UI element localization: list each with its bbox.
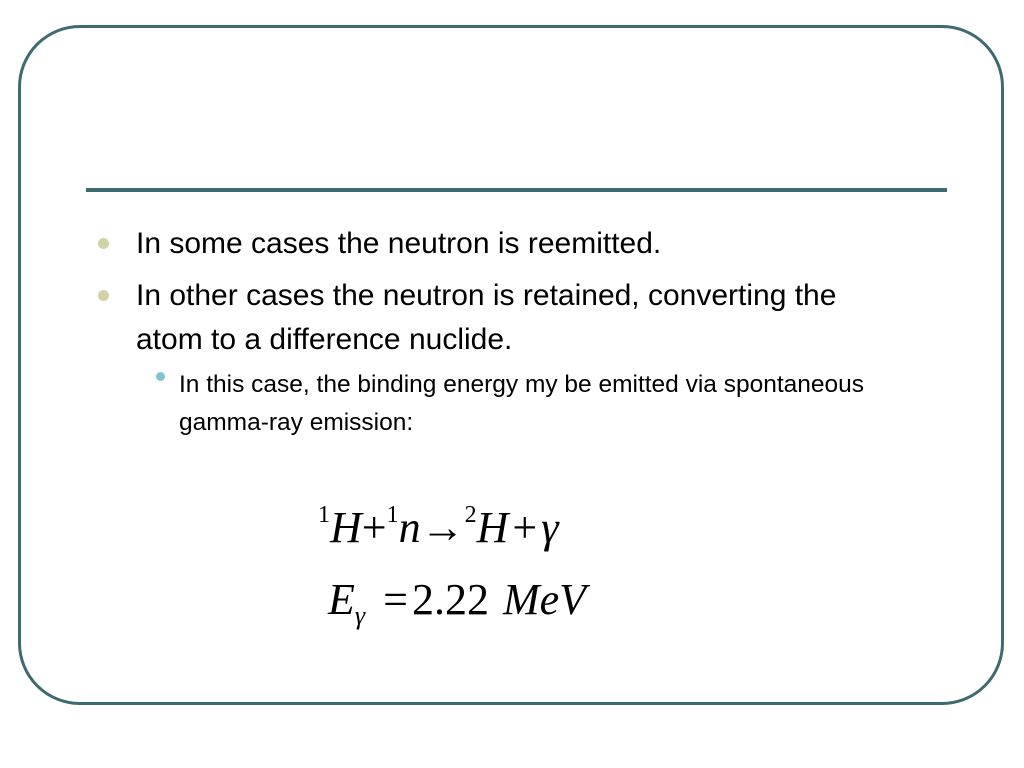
mass-number: 1 [318,502,330,528]
nuclear-reaction-equation [318,485,559,558]
bullet-text: In some cases the neutron is reemitted. [136,227,662,260]
energy-subscript: γ [354,601,366,630]
bullet-dot-icon [98,290,109,301]
plus-sign: + [512,503,538,552]
reaction-arrow: → [420,503,465,552]
mass-number: 1 [386,502,399,528]
plus-sign: + [361,503,387,552]
title-divider [86,188,947,192]
sub-bullet-dot-icon [156,372,165,381]
hydrogen-symbol: H [330,503,362,552]
bullet-item [90,274,910,362]
equals-sign: = [383,575,408,624]
sub-bullet-text: In this case, the binding energy my be emitted via spontaneous gamma-ray emission: [179,371,865,436]
energy-value: 2.22 [411,575,489,624]
mass-number: 2 [464,502,477,528]
bullet-text: In other cases the neutron is retained, converting the atom to a difference nuclide. [136,279,837,356]
gamma-symbol: γ [541,503,559,552]
energy-unit: MeV [502,575,587,624]
gamma-energy-equation [328,570,586,646]
energy-symbol: E [328,575,355,624]
bullet-dot-icon [98,238,109,249]
bullet-list [90,222,910,442]
neutron-symbol: n [398,503,421,552]
sub-bullet-item [90,366,910,442]
deuterium-symbol: H [476,503,509,552]
bullet-item [90,222,910,266]
